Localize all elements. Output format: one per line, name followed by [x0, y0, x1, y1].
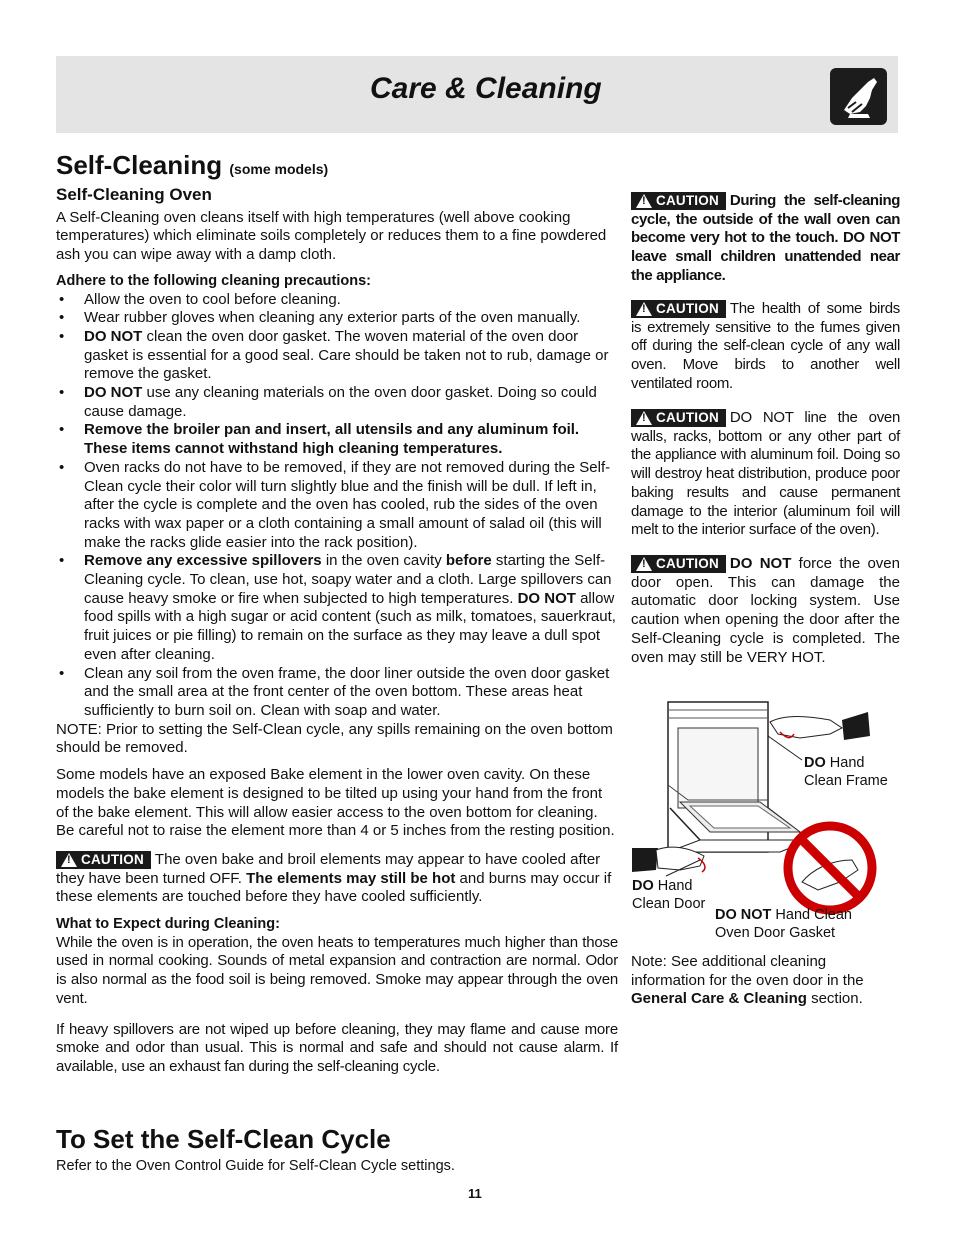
- label-clean-frame: DO Hand Clean Frame: [804, 755, 888, 789]
- list-item: • Oven racks do not have to be removed, if they are not removed during the Self-Clean cycle their color will turn slightly blue and the finish will be dull. If left in, after the cycle is complete and the oven has cooled, rub the sides of the oven racks with wax paper or a cloth containing a small amount of salad oil (this will make the racks glide easier into the rack position).: [56, 459, 618, 553]
- label-gasket: DO NOT Hand Clean Oven Door Gasket: [715, 907, 852, 941]
- warning-triangle-icon: [636, 302, 652, 316]
- section-title-text: Self-Cleaning: [56, 150, 223, 180]
- spill-paragraph: If heavy spillovers are not wiped up before cleaning, they may flame and cause more smoke and odor than usual. This is normal and safe and should not cause alarm. If available, use an exhaust fan during the self-cleaning cycle.: [56, 1020, 618, 1075]
- caution-hot-exterior: ! CAUTION During the self-cleaning cycle, the outside of the wall oven can become very hot to the touch. DO NOT leave small children unattended near the appliance.: [631, 192, 900, 286]
- left-column: [56, 186, 618, 1084]
- cycle-text: Refer to the Oven Control Guide for Self-Clean Cycle settings.: [56, 1158, 455, 1174]
- precautions-heading: Adhere to the following cleaning precautions:: [56, 272, 371, 289]
- list-item: • Remove any excessive spillovers in the oven cavity before starting the Self-Cleaning cycle. To clean, use hot, soapy water and a cloth. Large spillovers can cause heavy smoke or fire when subjected to high temperatures. DO NOT allow food spills with a high sugar or acid content (such as milk, tomatoes, sauerkraut, fruit juices or pie filling) to remain on the surface as they may leave a dull spot even after cleaning.: [56, 552, 618, 664]
- page-title: Care & Cleaning: [370, 72, 602, 105]
- label-clean-door: DO Hand Clean Door: [632, 878, 706, 912]
- subsection-title: Self-Cleaning Oven: [56, 185, 212, 204]
- caution-badge: ! CAUTION: [631, 555, 726, 573]
- caution-badge: ! CAUTION: [631, 409, 726, 427]
- bake-element-paragraph: Some models have an exposed Bake element in the lower oven cavity. On these models the bake element is designed to be tilted up using your hand from the front of the bake element. This will allow easier access to the oven bottom for cleaning. Be careful not to raise the element more than 4 or 5 inches from the resting position.: [56, 766, 615, 840]
- list-item: • Remove the broiler pan and insert, all utensils and any aluminum foil. These items cannot withstand high cleaning temperatures.: [56, 421, 618, 458]
- caution-badge: ! CAUTION: [631, 300, 726, 318]
- section-title: [56, 150, 328, 181]
- warning-triangle-icon: [636, 557, 652, 571]
- door-cleaning-note: Note: See additional cleaning information for the oven door in the General Care & Cleaning section.: [631, 953, 864, 1008]
- note-paragraph: NOTE: Prior to setting the Self-Clean cycle, any spills remaining on the oven bottom should be removed.: [56, 720, 613, 757]
- caution-badge: ! CAUTION: [56, 851, 151, 869]
- precautions-list: [56, 291, 618, 721]
- list-item: • Clean any soil from the oven frame, the door liner outside the oven door gasket and the small area at the front center of the oven bottom. These areas heat sufficiently to burn soil on. Clean with soap and water.: [56, 665, 618, 721]
- warning-triangle-icon: [636, 411, 652, 425]
- list-item: • Allow the oven to cool before cleaning.: [56, 291, 618, 310]
- page-number: 11: [468, 1186, 482, 1201]
- expect-paragraph: While the oven is in operation, the oven heats to temperatures much higher than those used in normal cooking. Sounds of metal expansion and contraction are normal. Odor is also normal as the food soil is being removed. Smoke may appear through the oven vent.: [56, 933, 618, 1007]
- section-qualifier: (some models): [229, 161, 329, 177]
- list-item: • DO NOT clean the oven door gasket. The woven material of the oven door gasket is essential for a good seal. Care should be taken not to rub, damage or remove the gasket.: [56, 328, 618, 384]
- cycle-title: To Set the Self-Clean Cycle: [56, 1124, 391, 1154]
- expect-heading: What to Expect during Cleaning:: [56, 916, 280, 933]
- list-item: • Wear rubber gloves when cleaning any exterior parts of the oven manually.: [56, 309, 618, 328]
- oven-cleaning-illustration: [630, 690, 900, 950]
- list-item: • DO NOT use any cleaning materials on the oven door gasket. Doing so could cause damage.: [56, 384, 618, 421]
- cleaning-hand-icon: [830, 68, 887, 125]
- caution-aluminum-foil: ! CAUTION DO NOT line the oven walls, racks, bottom or any other part of the appliance with aluminum foil. Doing so will destroy heat distribution, produce poor baking results and cause permanent damage to the interior (aluminum foil will melt to the interior surface of the oven).: [631, 409, 900, 540]
- caution-door-lock: ! CAUTION DO NOT force the oven door open. This can damage the automatic door locking system. Use caution when opening the door after the Self-Cleaning cycle is completed. The oven may still be VERY HOT.: [631, 555, 900, 667]
- warning-triangle-icon: [636, 194, 652, 208]
- caution-birds: ! CAUTION The health of some birds is extremely sensitive to the fumes given off during the self-clean cycle of any wall oven. Move birds to another well ventilated room.: [631, 300, 900, 394]
- warning-triangle-icon: [61, 853, 77, 867]
- caution-badge: ! CAUTION: [631, 192, 726, 210]
- intro-paragraph: A Self-Cleaning oven cleans itself with high temperatures (well above cooking temperatures) which eliminate soils completely or reduces them to a fine powdered ash you can wipe away with a damp cloth.: [56, 208, 607, 264]
- caution-elements: ! CAUTION The oven bake and broil elements may appear to have cooled after they have been turned OFF. The elements may still be hot and burns may occur if these elements are touched before they have cooled sufficiently.: [56, 851, 618, 907]
